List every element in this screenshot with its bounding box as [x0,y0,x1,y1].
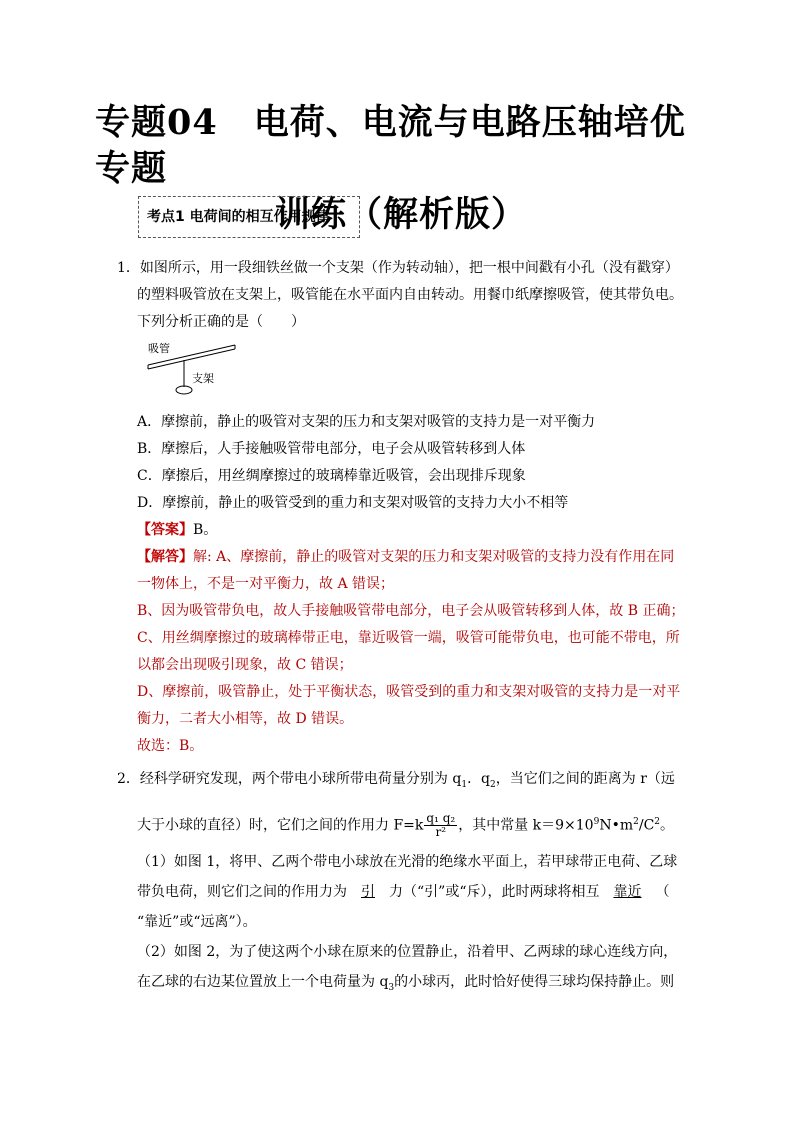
answer-line [117,517,682,544]
answer-label: 【答案】 [137,522,193,538]
analysis-label: 【解答】 [137,549,193,565]
analysis-line-7: 衡力，二者大小相等，故 D 错误。 [137,711,354,727]
q1-line-1: 1．如图所示，用一段细铁丝做一个支架（作为转动轴），把一根中间戳有小孔（没有戳穿） [117,260,679,276]
option-b: B．摩擦后，人手接触吸管带电部分，电子会从吸管转移到人体 [137,441,526,457]
option-c: C．摩擦后，用丝绸摩擦过的玻璃棒靠近吸管，会出现排斥现象 [137,468,526,484]
analysis-line-1: 【解答】解: A、摩擦前，静止的吸管对支架的压力和支架对吸管的支持力没有作用在同 [137,549,675,565]
straw-stand-figure [140,335,250,400]
analysis-line-6: D、摩擦前，吸管静止，处于平衡状态，吸管受到的重力和支架对吸管的支持力是一对平 [137,684,681,700]
question-1-stem [117,255,682,336]
analysis-line-4: C、用丝绸摩擦过的玻璃棒带正电，靠近吸管一端，吸管可能带负电，也可能不带电，所 [137,630,680,646]
analysis-line-3: B、因为吸管带负电，故人手接触吸管带电部分，电子会从吸管转移到人体，故 B 正确； [137,603,685,619]
option-a: A．摩擦前，静止的吸管对支架的压力和支架对吸管的支持力是一对平衡力 [137,414,596,430]
choice-line: 故选：B。 [137,738,204,754]
topic-box: 考点1 电荷间的相互作用规律 [138,196,360,238]
q2-part2-line-1: （2）如图 2，为了使这两个小球在原来的位置静止，沿着甲、乙两球的球心连线方向， [137,944,678,961]
question-2 [117,764,682,1003]
q2-part1-line-3: “靠近”或“远离”）。 [137,914,257,931]
analysis-line-5: 以都会出现吸引现象，故 C 错误； [137,657,353,673]
q1-line-3: 下列分析正确的是（ ） [137,314,305,330]
blank-motion: 靠近 [613,884,642,901]
figure-label-stand: 支架 [192,372,214,385]
q1-line-2: 的塑料吸管放在支架上，吸管能在水平面内自由转动。用餐巾纸摩擦吸管，使其带负电。 [137,287,683,303]
coulomb-fraction: $\frac{\text{q₁ q₂}}{\text{r²}}$ [426,810,456,839]
q2-part1-line-1: （1）如图 1，将甲、乙两个带电小球放在光滑的绝缘水平面上，若甲球带正电荷、乙球 [137,854,678,871]
title-line-2: 训练（解析版） [275,194,528,235]
question-1-options [117,409,685,760]
option-d: D．摩擦前，静止的吸管受到的重力和支架对吸管的支持力大小不相等 [137,495,569,511]
q2-line-1: 2．经科学研究发现，两个带电小球所带电荷量分别为 $q_1$．$q_2$，当它们之间的距离为 r（远 [117,771,675,790]
figure-label-straw: 吸管 [148,342,170,355]
analysis-line-2: 一物体上，不是一对平衡力，故 A 错误； [137,576,395,592]
answer-value: B。 [193,522,218,538]
title-line-1: 专题04 电荷、电流与电路压轴培优专题 [95,102,686,189]
blank-force-type: 引 [361,884,375,901]
q2-line-2: 大于小球的直径）时，它们之间的作用力 F=k $\frac{\text{q₁ q₂}}{\text{r²}}$ ，其中常量 $k=9\times 10^9N•m^2/C^2$。 [137,810,675,839]
q2-part1-line-2: 带负电荷，则它们之间的作用力为 引 力（“引”或“斥），此时两球将相互 靠近 （ [137,884,670,901]
q2-part2-line-2: 在乙球的右边某位置放上一个电荷量为 $q_3$的小球丙，此时恰好使得三球均保持静止。则 [137,974,675,994]
